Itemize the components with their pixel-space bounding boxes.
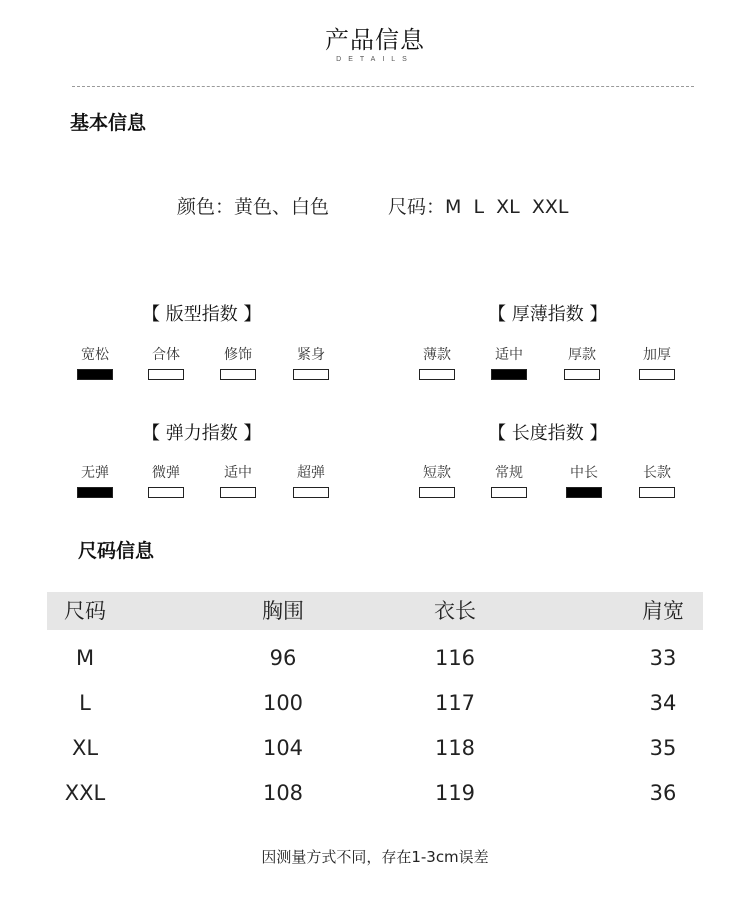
size-info-heading: 尺码信息 [78,540,155,562]
table-cell: XL [71,736,99,760]
thickness-option-indicator-selected [491,369,527,380]
length-option-indicator [491,487,527,498]
table-cell: 104 [262,736,304,760]
fit-option-label: 合体 [152,347,180,363]
elasticity-option-label: 微弹 [152,465,180,481]
column-header-size: 尺码 [64,599,106,623]
thickness-option-thin [412,345,462,380]
table-row [47,720,703,765]
elasticity-option-label: 超弹 [297,465,325,481]
page-subtitle: DETAILS [336,56,414,63]
table-cell: 118 [434,736,476,760]
size-options-info: 尺码：M L XL XXL [388,196,569,218]
fit-option-label: 宽松 [81,347,109,363]
elasticity-option-label: 适中 [224,465,252,481]
thickness-option-extra-thick [632,345,682,380]
elasticity-option-indicator-selected [77,487,113,498]
table-row [47,765,703,810]
column-header-shoulder: 肩宽 [642,599,684,623]
elasticity-option-medium [213,463,263,498]
length-option-indicator [639,487,675,498]
basic-info-heading: 基本信息 [70,112,147,134]
table-cell: 35 [649,736,677,760]
length-option-label: 中长 [570,465,598,481]
table-row [47,630,703,675]
size-table-header [47,592,703,630]
fit-option-loose [70,345,120,380]
thickness-index-title: 【 厚薄指数 】 [488,304,608,325]
elasticity-option-slight [141,463,191,498]
length-index-title: 【 长度指数 】 [488,423,608,444]
thickness-option-label: 适中 [495,347,523,363]
length-option-indicator [419,487,455,498]
page-title: 产品信息 [325,26,425,54]
length-option-short [412,463,462,498]
dashed-divider [72,86,694,87]
thickness-option-medium [484,345,534,380]
thickness-option-label: 厚款 [568,347,596,363]
length-option-label: 短款 [423,465,451,481]
table-cell: 117 [434,691,476,715]
length-option-label: 常规 [495,465,523,481]
table-cell: L [79,691,91,715]
fit-option-label: 修饰 [224,347,252,363]
table-cell: 36 [649,781,677,805]
table-cell: 108 [262,781,304,805]
size-table [47,592,703,810]
length-option-label: 长款 [643,465,671,481]
elasticity-option-label: 无弹 [81,465,109,481]
color-info: 颜色：黄色、白色 [177,196,330,218]
elasticity-option-indicator [293,487,329,498]
table-cell: 96 [269,646,297,670]
column-header-chest: 胸围 [262,599,304,623]
thickness-option-label: 加厚 [643,347,671,363]
thickness-option-thick [557,345,607,380]
table-cell: 119 [434,781,476,805]
length-option-long [632,463,682,498]
fit-option-indicator-selected [77,369,113,380]
fit-option-indicator [148,369,184,380]
fit-option-tight [286,345,336,380]
fit-option-regular [141,345,191,380]
thickness-option-indicator [639,369,675,380]
fit-option-indicator [293,369,329,380]
fit-index-title: 【 版型指数 】 [142,304,262,325]
fit-option-shaping [213,345,263,380]
elasticity-index-title: 【 弹力指数 】 [142,423,262,444]
table-cell: 33 [649,646,677,670]
elasticity-option-indicator [220,487,256,498]
fit-option-indicator [220,369,256,380]
column-header-length: 衣长 [434,599,476,623]
elasticity-option-super [286,463,336,498]
elasticity-option-indicator [148,487,184,498]
table-cell: XXL [64,781,106,805]
thickness-option-indicator [419,369,455,380]
length-option-mid-length [559,463,609,498]
thickness-option-label: 薄款 [423,347,451,363]
table-cell: 100 [262,691,304,715]
table-cell: M [75,646,95,670]
measurement-note: 因测量方式不同，存在1-3cm误差 [261,848,489,866]
thickness-option-indicator [564,369,600,380]
table-row [47,675,703,720]
elasticity-option-none [70,463,120,498]
table-cell: 34 [649,691,677,715]
fit-option-label: 紧身 [297,347,325,363]
length-option-regular [484,463,534,498]
table-cell: 116 [434,646,476,670]
length-option-indicator-selected [566,487,602,498]
